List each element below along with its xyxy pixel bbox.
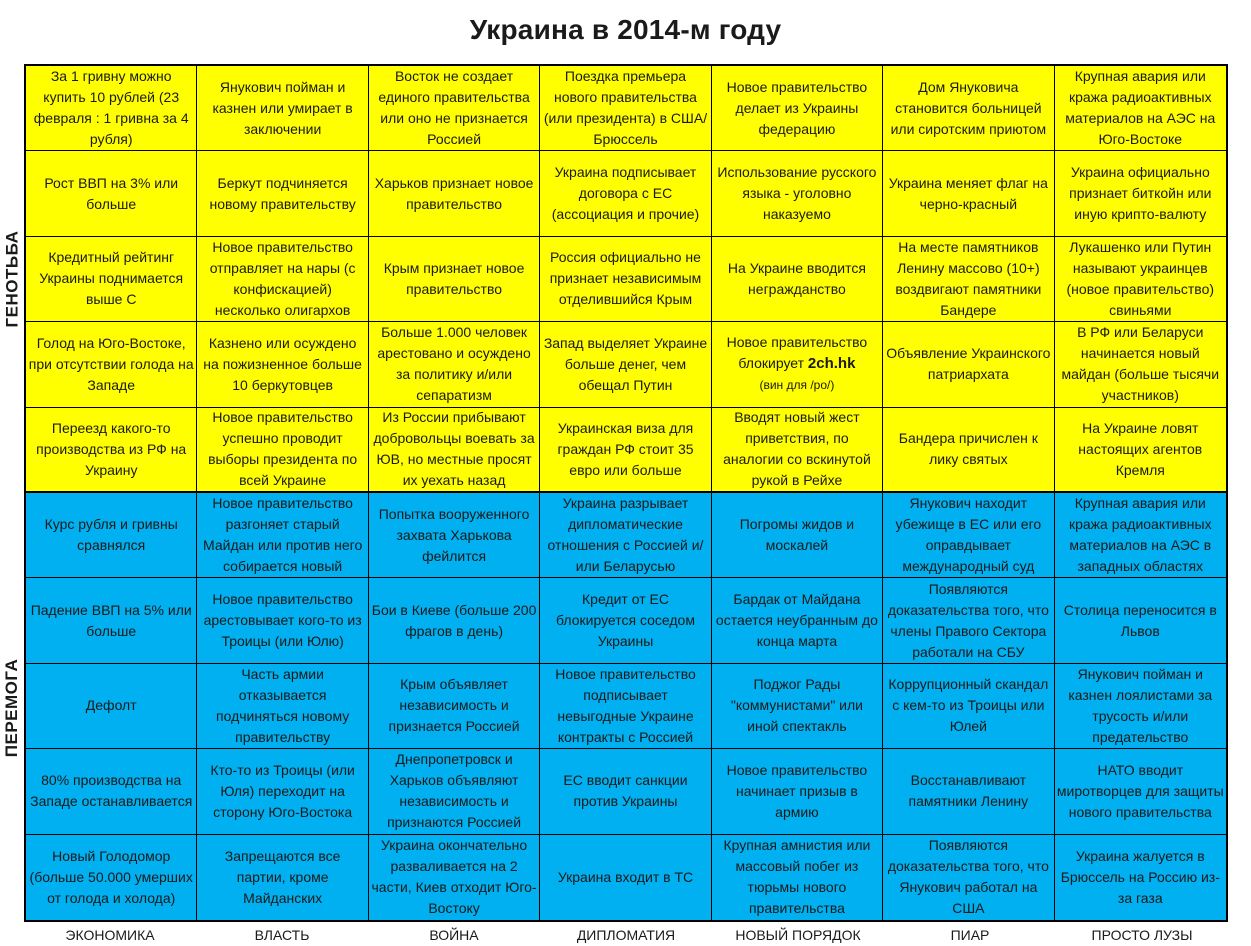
grid-cell-text: Украинская виза для граждан РФ стоит 35 евро или больше xyxy=(557,419,694,478)
grid-cell xyxy=(712,66,883,151)
grid-cell xyxy=(883,664,1054,749)
grid-cell xyxy=(1055,835,1226,920)
grid-cell xyxy=(883,578,1054,663)
grid-cell-text: Бои в Киеве (больше 200 фрагов в день) xyxy=(371,601,537,639)
grid-cell xyxy=(197,578,368,663)
grid-cell xyxy=(369,578,540,663)
grid-cell-text: Использование русского языка - уголовно наказуемо xyxy=(717,164,877,223)
grid-cell xyxy=(712,151,883,236)
grid-cell-text: Украина жалуется в Брюссель на Россию из-за газа xyxy=(1060,847,1220,906)
grid-cell-2ch-block xyxy=(712,322,883,407)
grid-cell xyxy=(540,151,711,236)
grid-cell xyxy=(1055,493,1226,578)
bingo-grid xyxy=(24,64,1228,922)
column-header: ВОЙНА xyxy=(429,927,479,943)
grid-cell-text: Янукович пойман и казнен лоялистами за трусость и/или предательство xyxy=(1068,665,1213,745)
grid-cell xyxy=(1055,749,1226,834)
grid-cell xyxy=(369,237,540,322)
grid-cell-text: Крым объявляет независимость и признается Россией xyxy=(388,676,520,735)
grid-cell xyxy=(1055,151,1226,236)
grid-cell-text: Восстанавливают памятники Ленину xyxy=(908,772,1029,810)
grid-cell xyxy=(26,749,197,834)
side-label-bottom xyxy=(0,493,24,922)
side-label-bottom-text: ПЕРЕМОГА xyxy=(2,658,21,757)
grid-cell-text: Попытка вооруженного захвата Харькова фейлится xyxy=(378,505,530,564)
grid-cell xyxy=(369,835,540,920)
grid-cell-text: Кто-то из Троицы (или Юля) переходит на сторону Юго-Востока xyxy=(210,761,355,820)
grid-cell xyxy=(712,493,883,578)
grid-cell-text: ЕС вводит санкции против Украины xyxy=(563,772,688,810)
grid-cell-text: Запрещаются все партии, кроме Майданских xyxy=(224,847,341,906)
grid-cell-text: Запад выделяет Украине больше денег, чем обещал Путин xyxy=(543,334,708,393)
grid-cell-text: Крупная авария или кража радиоактивных материалов на АЭС на Юго-Востоке xyxy=(1065,68,1216,148)
column-header: НОВЫЙ ПОРЯДОК xyxy=(735,927,861,943)
grid-cell xyxy=(540,408,711,493)
grid-cell xyxy=(540,493,711,578)
column-header: ЭКОНОМИКА xyxy=(65,927,155,943)
grid-cell xyxy=(197,664,368,749)
grid-cell-text: На месте памятников Ленину массово (10+) воздвигают памятники Бандере xyxy=(895,238,1042,318)
grid-cell xyxy=(540,664,711,749)
grid-cell xyxy=(883,66,1054,151)
grid-cell xyxy=(197,835,368,920)
side-label-top-text: ГЕНОТЬБА xyxy=(2,230,21,327)
grid-cell xyxy=(712,664,883,749)
grid-cell-text: Погромы жидов и москалей xyxy=(739,516,855,554)
grid-cell-text: Рост ВВП на 3% или больше xyxy=(44,174,179,212)
grid-cell xyxy=(197,749,368,834)
grid-cell xyxy=(197,151,368,236)
grid-cell-text: Украина подписывает договора с ЕС (ассоциация и прочие) xyxy=(551,164,700,223)
grid-cell-text: Часть армии отказывается подчиняться новому правительству xyxy=(216,665,350,745)
grid-cell xyxy=(369,322,540,407)
grid-cell-text: Новое правительство начинает призыв в армию xyxy=(726,761,868,820)
grid-cell-text: Падение ВВП на 5% или больше xyxy=(30,601,192,639)
grid-cell xyxy=(26,237,197,322)
grid-cell xyxy=(712,578,883,663)
grid-cell-text: Новое правительство успешно проводит выборы президента по всей Украине xyxy=(208,409,358,489)
grid-cell-text: Украина разрывает дипломатические отношения с Россией и/или Беларусью xyxy=(547,495,704,575)
grid-cell-text: Переезд какого-то производства из РФ на Украину xyxy=(36,419,187,478)
grid-cell-text: Украина официально признает биткойн или иную крипто-валюту xyxy=(1069,164,1212,223)
grid-cell xyxy=(26,835,197,920)
grid-cell-text: В РФ или Беларуси начинается новый майдан (больше тысячи участников) xyxy=(1061,324,1220,404)
grid-cell xyxy=(26,664,197,749)
grid-cell-text: Новое правительство разгоняет старый Майдан или против него собирается новый xyxy=(203,495,363,575)
side-label-top xyxy=(0,64,24,493)
grid-cell-text: Коррупционный скандал с кем-то из Троицы или Юлей xyxy=(888,676,1049,735)
grid-cell xyxy=(26,66,197,151)
grid-cell xyxy=(369,664,540,749)
grid-cell xyxy=(540,66,711,151)
grid-cell-text: Кредит от ЕС блокируется соседом Украины xyxy=(556,591,695,650)
grid-cell-text: Харьков признает новое правительство xyxy=(374,174,534,212)
grid-cell-text: Янукович находит убежище в ЕС или его оправдывает международный суд xyxy=(895,495,1042,575)
grid-cell-text: Украина входит в ТС xyxy=(557,868,694,885)
grid-cell xyxy=(369,408,540,493)
grid-cell xyxy=(26,493,197,578)
grid-cell-text: Поездка премьера нового правительства (или президента) в США/Брюссель xyxy=(543,68,708,148)
grid-cell xyxy=(540,578,711,663)
grid-cell-text: Восток не создает единого правительства или оно не признается Россией xyxy=(378,68,530,148)
grid-cell-text: За 1 гривну можно купить 10 рублей (23 февраля : 1 гривна за 4 рубля) xyxy=(33,68,189,148)
grid-cell-text: Бардак от Майдана остается неубранным до конца марта xyxy=(715,591,878,650)
grid-cell xyxy=(1055,322,1226,407)
page-title: Украина в 2014-м году xyxy=(469,14,782,45)
grid-cell xyxy=(369,749,540,834)
grid-cell-text: Беркут подчиняется новому правительству xyxy=(209,174,356,212)
grid-cell-text: Кредитный рейтинг Украины поднимается выше С xyxy=(39,249,184,308)
grid-cell-text: Поджог Рады "коммунистами" или иной спектакль xyxy=(730,676,863,735)
grid-cell-text: Днепропетровск и Харьков объявляют независимость и признаются Россией xyxy=(387,751,522,831)
grid-cell xyxy=(540,322,711,407)
grid-cell xyxy=(883,749,1054,834)
column-header: ПРОСТО ЛУЗЫ xyxy=(1091,927,1193,943)
grid-cell-text: 80% производства на Западе останавливается xyxy=(30,772,193,810)
grid-cell-text: Столица переносится в Львов xyxy=(1063,601,1217,639)
grid-cell-text: Россия официально не признает независимым отделившийся Крым xyxy=(549,249,702,308)
grid-cell-text: Объявление Украинского патриархата xyxy=(886,345,1051,383)
grid-cell xyxy=(369,493,540,578)
column-header: ВЛАСТЬ xyxy=(254,927,310,943)
grid-cell-text: Из России прибывают добровольцы воевать за ЮВ, но местные просят их уехать назад xyxy=(373,409,535,489)
grid-cell xyxy=(540,835,711,920)
grid-cell-text: Украина окончательно разваливается на 2 части, Киев отходит Юго-Востоку xyxy=(371,837,537,917)
grid-cell-text: Крупная амнистия или массовый побег из тюрьмы нового правительства xyxy=(723,837,871,917)
column-header: ПИАР xyxy=(950,927,990,943)
grid-cell xyxy=(712,237,883,322)
grid-cell-text: Лукашенко или Путин называют украинцев (новое правительство) свиньями xyxy=(1066,238,1215,318)
grid-cell xyxy=(883,835,1054,920)
grid-cell xyxy=(197,408,368,493)
grid-cell xyxy=(883,408,1054,493)
grid-cell xyxy=(197,493,368,578)
grid-cell-text: Новое правительство арестовывает кого-то из Троицы (или Юлю) xyxy=(203,591,362,650)
grid-cell-text: Украина меняет флаг на черно-красный xyxy=(888,174,1048,212)
grid-cell xyxy=(26,408,197,493)
grid-cell-text: На Украине вводится негражданство xyxy=(727,259,866,297)
grid-cell xyxy=(883,237,1054,322)
grid-cell-text: Крым признает новое правительство xyxy=(383,259,525,297)
grid-cell xyxy=(197,322,368,407)
grid-cell-text: Казнено или осуждено на пожизненное больше 10 беркутовцев xyxy=(203,334,362,393)
grid-cell-text: Янукович пойман и казнен или умирает в заключении xyxy=(212,78,353,137)
grid-cell-text: Голод на Юго-Востоке, при отсутствии голода на Западе xyxy=(28,334,194,393)
grid-cell-text: Крупная авария или кража радиоактивных материалов на АЭС в западных областях xyxy=(1068,495,1212,575)
site-note: (вин для /po/) xyxy=(759,378,835,393)
grid-cell xyxy=(197,66,368,151)
grid-cell-text: Вводят новый жест приветствия, по аналогии со вскинутой рукой в Рейхе xyxy=(723,409,871,489)
grid-cell xyxy=(883,322,1054,407)
grid-cell xyxy=(26,151,197,236)
grid-cell xyxy=(369,151,540,236)
grid-cell-text: Новый Голодомор (больше 50.000 умерших от голода и холода) xyxy=(29,847,193,906)
grid-cell xyxy=(540,237,711,322)
grid-cell-text: Дом Януковича становится больницей или сиротским приютом xyxy=(890,78,1047,137)
grid-cell xyxy=(540,749,711,834)
grid-cell-text: Курс рубля и гривны сравнялся xyxy=(44,516,178,554)
grid-cell xyxy=(1055,664,1226,749)
grid-cell xyxy=(1055,237,1226,322)
grid-cell-text: Новое правительство делает из Украины федерацию xyxy=(726,78,868,137)
grid-cell-text: Новое правительство блокирует xyxy=(726,334,868,372)
grid-cell-text: Больше 1.000 человек арестовано и осуждено за политику и/или сепаратизм xyxy=(377,324,531,404)
grid-cell xyxy=(883,493,1054,578)
grid-cell-text: НАТО вводит миротворцев для защиты нового правительства xyxy=(1056,761,1224,820)
column-header: ДИПЛОМАТИЯ xyxy=(576,927,676,943)
grid-cell-text: Новое правительство отправляет на нары (с конфискацией) несколько олигархов xyxy=(209,238,356,318)
grid-cell xyxy=(26,322,197,407)
grid-cell xyxy=(197,237,368,322)
grid-cell-text: Дефолт xyxy=(85,697,137,714)
grid-cell-text: Новое правительство подписывает невыгодные Украине контракты с Россией xyxy=(555,665,696,745)
grid-cell xyxy=(369,66,540,151)
grid-cell xyxy=(712,835,883,920)
grid-cell-text: Появляются доказательства того, что Янукович работал на США xyxy=(887,837,1049,917)
grid-cell xyxy=(712,408,883,493)
grid-cell xyxy=(1055,408,1226,493)
grid-cell xyxy=(712,749,883,834)
grid-cell xyxy=(883,151,1054,236)
grid-cell xyxy=(1055,66,1226,151)
grid-cell xyxy=(1055,578,1226,663)
grid-cell-text: Бандера причислен к лику святых xyxy=(898,430,1038,468)
grid-cell xyxy=(26,578,197,663)
site-name: 2ch.hk xyxy=(807,355,856,373)
grid-cell-text: На Украине ловят настоящих агентов Кремля xyxy=(1078,419,1203,478)
column-headers xyxy=(24,924,1228,946)
grid-cell-text: Появляются доказательства того, что члены Правого Сектора работали на СБУ xyxy=(887,580,1049,660)
